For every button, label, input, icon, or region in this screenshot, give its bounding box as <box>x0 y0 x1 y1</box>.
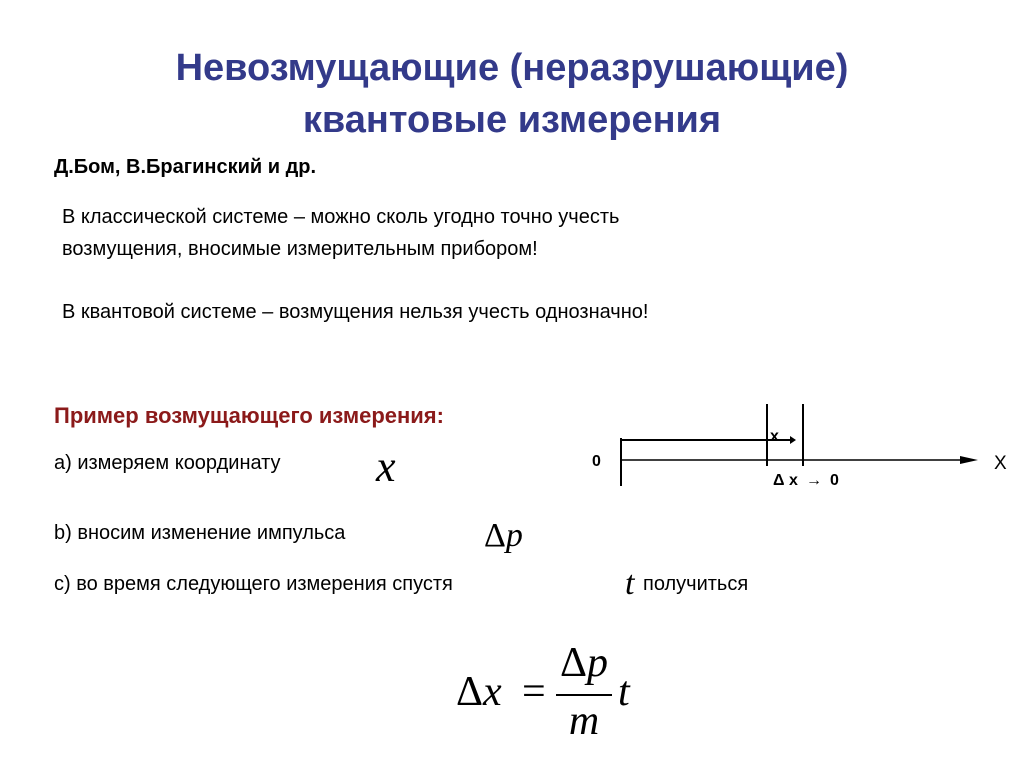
x-position-label: x <box>770 428 779 445</box>
item-a-symbol <box>376 442 396 492</box>
formula-num-p: p <box>587 640 608 686</box>
top-arrowhead <box>790 436 796 444</box>
item-c-symbol <box>625 564 634 604</box>
delta-x-zero: 0 <box>830 472 839 489</box>
x-axis-arrowhead <box>960 456 978 464</box>
formula-lhs <box>456 668 502 716</box>
fraction-bar <box>556 694 612 696</box>
title-line-1: Невозмущающие (неразрушающие) <box>175 47 849 89</box>
formula-numerator <box>556 640 612 686</box>
title-line-2: квантовые измерения <box>302 99 722 141</box>
example-heading: Пример возмущающего измерения: <box>54 403 444 428</box>
formula-denominator <box>556 698 612 744</box>
symbol-x: x <box>376 442 396 491</box>
formula-equals: = <box>522 669 546 715</box>
symbol-delta: Δ <box>484 517 506 554</box>
item-b-symbol <box>484 516 523 556</box>
formula-num-delta: Δ <box>559 640 587 686</box>
axis-label-x: X <box>994 453 1007 474</box>
formula-delta-x-x: x <box>483 669 502 715</box>
delta-x-arrow: → <box>806 472 822 489</box>
formula-delta-x-delta: Δ <box>456 669 484 715</box>
delta-x-label: Δ x <box>773 472 798 489</box>
classical-line-2: возмущения, вносимые измерительным прибором! <box>62 238 538 260</box>
symbol-t: t <box>625 565 635 602</box>
classical-statement <box>62 201 619 265</box>
measurement-diagram <box>580 400 1020 500</box>
item-c-text: c) во время следующего измерения спустя <box>54 573 453 595</box>
formula-den-m: m <box>568 698 600 744</box>
classical-line-1: В классической системе – можно сколь угодно точно учесть <box>62 206 620 228</box>
item-b-text: b) вносим изменение импульса <box>54 522 346 544</box>
authors: Д.Бом, В.Брагинский и др. <box>54 156 317 178</box>
item-a-text: a) измеряем координату <box>54 452 281 474</box>
item-c-tail: получиться <box>643 573 749 595</box>
uncertainty-formula <box>456 640 696 750</box>
origin-label: 0 <box>592 453 601 470</box>
symbol-p: p <box>505 517 523 554</box>
quantum-statement: В квантовой системе – возмущения нельзя учесть однозначно! <box>62 301 649 323</box>
formula-t: t <box>618 669 630 715</box>
slide-title <box>0 42 1024 146</box>
